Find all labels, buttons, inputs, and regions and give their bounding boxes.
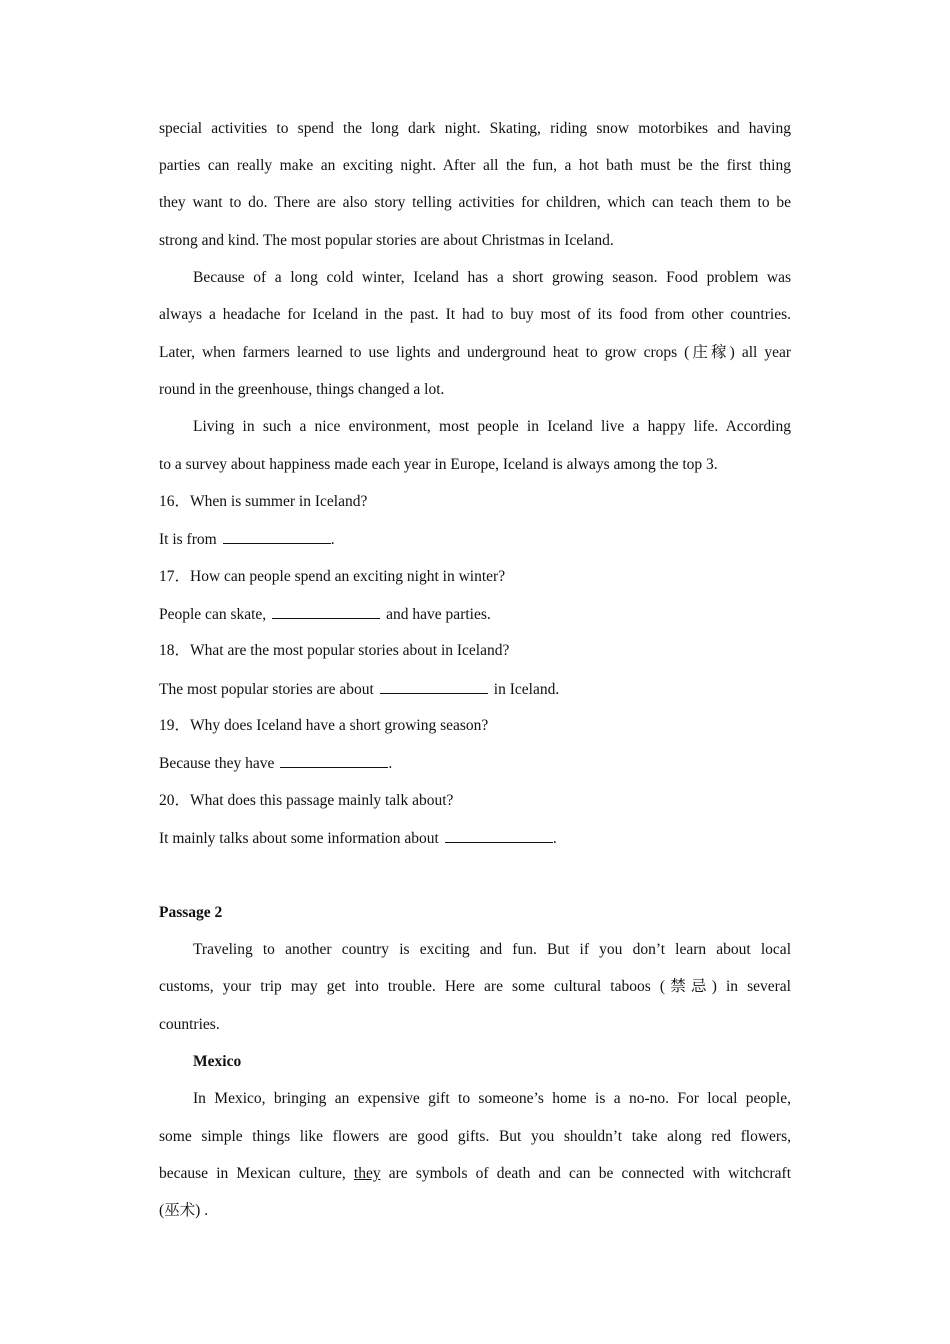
answer-blank[interactable] [223,528,331,544]
passage1-line: strong and kind. The most popular stories are about Christmas in Iceland. [159,232,614,249]
line-text: are symbols of death and can be connected with witchcraft [388,1165,792,1182]
answer-prefix: It mainly talks about some information about [159,830,439,847]
passage2-line: (巫术) . [159,1202,209,1219]
section-title: Mexico [193,1053,242,1070]
passage1-line: parties can really make an exciting night. After all the fun, a hot bath must be the first thing [159,157,791,174]
answer-prefix: People can skate, [159,606,267,623]
passage2-line: customs, your trip may get into trouble. Here are some cultural taboos (禁忌) in several [159,978,791,995]
passage2-line: Traveling to another country is exciting and fun. But if you don’t learn about local [193,941,791,958]
question-text: 17．How can people spend an exciting night in winter? [159,568,506,585]
answer-line [159,603,791,625]
answer-suffix: and have parties. [386,606,491,623]
passage2-line [159,1163,791,1185]
underlined-word: they [353,1165,381,1182]
answer-blank[interactable] [445,827,553,843]
answer-suffix: . [330,531,335,548]
answer-suffix: in Iceland. [493,681,560,698]
passage1-line: special activities to spend the long dark night. Skating, riding snow motorbikes and having [159,120,791,137]
question-text: 16．When is summer in Iceland? [159,493,368,510]
answer-suffix: . [552,830,557,847]
answer-line [159,752,791,774]
passage1-line: to a survey about happiness made each year in Europe, Iceland is always among the top 3. [159,456,718,473]
passage1-line: they want to do. There are also story telling activities for children, which can teach them to be [159,194,791,211]
passage2-line: countries. [159,1016,220,1033]
answer-blank[interactable] [272,603,380,619]
answer-suffix: . [388,755,393,772]
question-text: 19．Why does Iceland have a short growing season? [159,717,489,734]
passage2-line: In Mexico, bringing an expensive gift to someone’s home is a no-no. For local people, [193,1090,791,1107]
answer-prefix: Because they have [159,755,275,772]
passage1-line: Because of a long cold winter, Iceland has a short growing season. Food problem was [193,269,791,286]
answer-prefix: It is from [159,531,217,548]
passage-heading: Passage 2 [159,904,223,921]
answer-blank[interactable] [380,678,488,694]
question-text: 20．What does this passage mainly talk about? [159,792,454,809]
passage2-line: some simple things like flowers are good gifts. But you shouldn’t take along red flowers, [159,1128,791,1145]
passage1-line: Living in such a nice environment, most people in Iceland live a happy life. According [193,418,791,435]
passage1-line: round in the greenhouse, things changed a lot. [159,381,445,398]
question-text: 18．What are the most popular stories about in Iceland? [159,642,510,659]
line-text: because in Mexican culture, [159,1165,346,1182]
answer-blank[interactable] [280,752,388,768]
passage1-line: Later, when farmers learned to use lights and underground heat to grow crops (庄稼) all year [159,344,791,361]
passage1-line: always a headache for Iceland in the past. It had to buy most of its food from other countries. [159,306,791,323]
answer-line [159,678,791,700]
answer-prefix: The most popular stories are about [159,681,374,698]
answer-line [159,528,791,550]
answer-line [159,827,791,849]
